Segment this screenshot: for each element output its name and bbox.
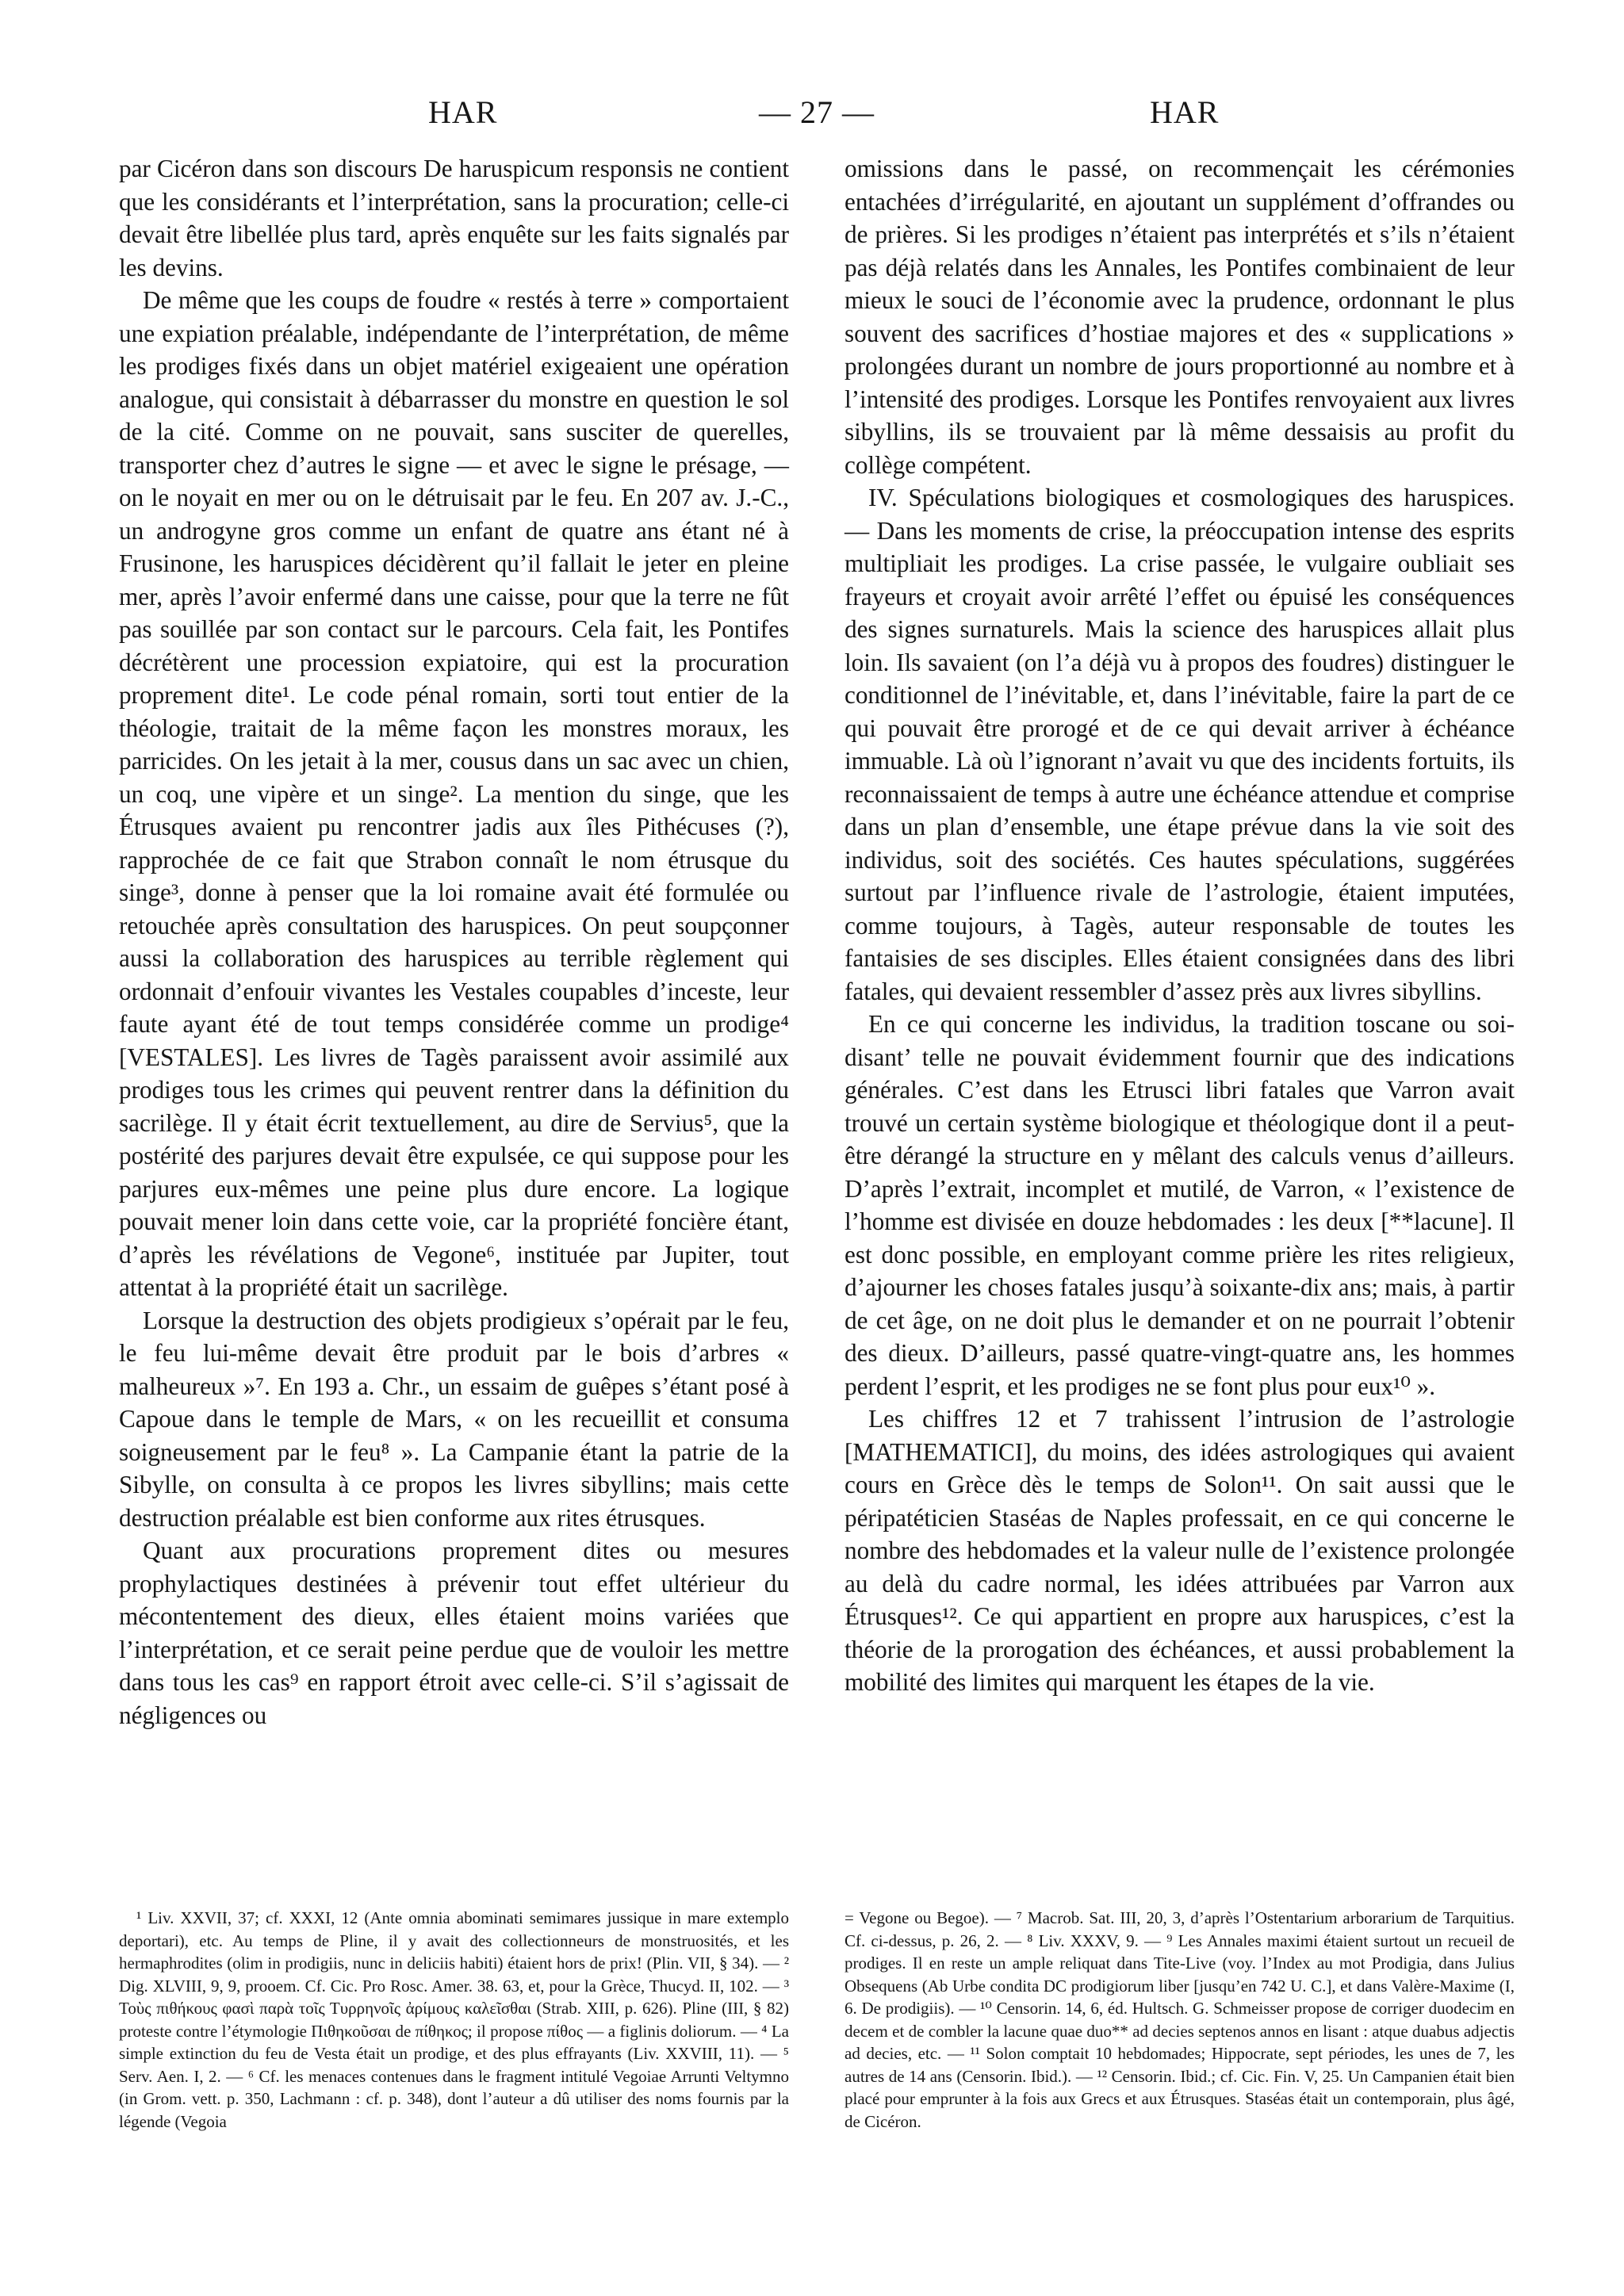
header-right-keyword: HAR [1150, 94, 1220, 130]
page-number: — 27 — [759, 94, 875, 130]
footnote: ¹ Liv. XXVII, 37; cf. XXXI, 12 (Ante omnia abominati semimares jussique in mare extemplo deportari), etc. Au temps de Pline, il y avait des collectionneurs de monstruosités, et les hermaphrodites (olim in prodigiis, nunc in deliciis habiti) étaient hors de prix! (Plin. VII, § 34). — ² Dig. XLVIII, 9, 9, prooem. Cf. Cic. Pro Rosc. Amer. 38. 63, et, pour la Grèce, Thucyd. II, 102. — ³ Τοὺς πιθήκους φασὶ παρὰ τοῖς Τυρρηνοῖς ἀρίμους καλεῖσθαι (Strab. XIII, p. 626). Pline (III, § 82) proteste contre l’étymologie Πιθηκοῦσαι de πίθηκος; il propose πίθος — a figlinis doliorum. — ⁴ La simple extinction du feu de Vesta était un prodige, et des plus effrayants (Liv. XXVIII, 11). — ⁵ Serv. Aen. I, 2. — ⁶ Cf. les menaces contenues dans le fragment intitulé Vegoiae Arrunti Veltymno (in Grom. vett. p. 350, Lachmann : cf. p. 348), dont l’auteur a dû utiliser des noms fournis par la légende (Vegoia [119, 1908, 789, 2131]
left-column [119, 152, 789, 1732]
paragraph: En ce qui concerne les individus, la tradition toscane ou soi-disant’ telle ne pouvait évidemment fournir que des indications générales. C’est dans les Etrusci libri fatales que Varron avait trouvé un certain système biologique et théologique dont il a peut-être dérangé la structure en y mêlant des calculs venus d’ailleurs. D’après l’extrait, incomplet et mutilé, de Varron, « l’existence de l’homme est divisée en douze hebdomades : les deux [**lacune]. Il est donc possible, en employant comme prière les rites religieux, d’ajourner les choses fatales jusqu’à soixante-dix ans; mais, à partir de cet âge, on ne doit plus le demander et on ne pourrait l’obtenir des dieux. D’ailleurs, passé quatre-vingt-quatre ans, les hommes perdent l’esprit, et les prodiges ne se font plus pour eux¹⁰ ». [845, 1010, 1515, 1400]
paragraph: Les chiffres 12 et 7 trahissent l’intrusion de l’astrologie [MATHEMATICI], du moins, des idées astrologiques qui avaient cours en Grèce dès le temps de Solon¹¹. On sait aussi que le péripatéticien Staséas de Naples professait, en ce qui concerne le nombre des hebdomades et la valeur nulle de l’existence prolongée au delà du cadre normal, les idées attribuées par Varron aux Étrusques¹². Ce qui appartient en propre aux haruspices, c’est la théorie de la prorogation des échéances, et aussi probablement la mobilité des limites qui marquent les étapes de la vie. [845, 1405, 1515, 1696]
paragraph: Quant aux procurations proprement dites ou mesures prophylactiques destinées à prévenir tout effet ultérieur du mécontentement des dieux, elles étaient moins variées que l’interprétation, et ce serait peine perdue que de vouloir les mettre dans tous les cas⁹ en rapport étroit avec celle-ci. S’il s’agissait de négligences ou [119, 1536, 789, 1729]
header-left-keyword: HAR [428, 94, 498, 130]
footnotes-right [845, 1907, 1515, 2133]
running-header [119, 94, 1515, 141]
paragraph: Lorsque la destruction des objets prodigieux s’opérait par le feu, le feu lui-même devait être produit par le bois d’arbres « malheureux »⁷. En 193 a. Chr., un essaim de guêpes s’étant posé à Capoue dans le temple de Mars, « on les recueillit et consuma soigneusement par le feu⁸ ». La Campanie étant la patrie de la Sibylle, on consulta à ce propos les livres sibyllins; mais cette destruction préalable est bien conforme aux rites étrusques. [119, 1306, 789, 1532]
footnote: = Vegone ou Begoe). — ⁷ Macrob. Sat. III, 20, 3, d’après l’Ostentarium arborarium de Tarquitius. Cf. ci-dessus, p. 26, 2. — ⁸ Liv. XXXV, 9. — ⁹ Les Annales maximi étaient surtout un recueil de prodiges. Il en reste un ample reliquat dans Tite-Live (voy. l’Index au mot Prodigia, dans Julius Obsequens (Ab Urbe condita DC prodigiorum liber [jusqu’en 742 U. C.], et dans Valère-Maxime (I, 6. De prodigiis). — ¹⁰ Censorin. 14, 6, éd. Hultsch. G. Schmeisser propose de corriger duodecim en decem et de combler la lacune quae duo** ad decies septenos annos en lisant : atque duabus adjectis ad decies, etc. — ¹¹ Solon comptait 10 hebdomades; Hippocrate, sept périodes, les unes de 7, les autres de 14 ans (Censorin. Ibid.). — ¹² Censorin. Ibid.; cf. Cic. Fin. V, 25. Un Campanien était bien placé pour emprunter à la fois aux Grecs et aux Étrusques. Staséas était un contemporain, plus âgé, de Cicéron. [845, 1908, 1515, 2131]
paragraph: De même que les coups de foudre « restés à terre » comportaient une expiation préalable, indépendante de l’interprétation, de même les prodiges fixés dans un objet matériel exigeaient une opération analogue, qui consistait à débarrasser du monstre en question le sol de la cité. Comme on ne pouvait, sans susciter de querelles, transporter chez d’autres le signe — et avec le signe le présage, — on le noyait en mer ou on le détruisait par le feu. En 207 av. J.-C., un androgyne gros comme un enfant de quatre ans étant né à Frusinone, les haruspices décidèrent qu’il fallait le jeter en pleine mer, après l’avoir enfermé dans une caisse, pour que la terre ne fût pas souillée par son contact sur le parcours. Cela fait, les Pontifes décrétèrent une procession expiatoire, qui est la procuration proprement dite¹. Le code pénal romain, sorti tout entier de la théologie, traitait de la même façon les monstres moraux, les parricides. On les jetait à la mer, cousus dans un sac avec un chien, un coq, une vipère et un singe². La mention du singe, que les Étrusques avaient pu rencontrer jadis aux îles Pithécuses (?), rapprochée de ce fait que Strabon connaît le nom étrusque du singe³, donne à penser que la loi romaine avait été formulée ou retouchée après consultation des haruspices. On peut soupçonner aussi la collaboration des haruspices au terrible règlement qui ordonnait d’enfouir vivantes les Vestales coupables d’inceste, leur faute ayant été de tout temps considérée comme un prodige⁴ [VESTALES]. Les livres de Tagès paraissent avoir assimilé aux prodiges tous les crimes qui peuvent rentrer dans la définition du sacrilège. Il y était écrit textuellement, au dire de Servius⁵, que la postérité des parjures devait être expulsée, ce qui suppose pour les parjures eux-mêmes une peine plus dure encore. La logique pouvait mener loin dans cette voie, car la propriété foncière étant, d’après les révélations de Vegone⁶, instituée par Jupiter, tout attentat à la propriété était un sacrilège. [119, 286, 789, 1301]
paragraph: IV. Spéculations biologiques et cosmologiques des haruspices. — Dans les moments de crise, la préoccupation intense des esprits multipliait les prodiges. La crise passée, le vulgaire oubliait ses frayeurs et croyait avoir arrêté l’effet ou épuisé les conséquences des signes surnaturels. Mais la science des haruspices allait plus loin. Ils savaient (on l’a déjà vu à propos des foudres) distinguer le conditionnel de l’inévitable, et, dans l’inévitable, faire la part de ce qui pouvait être prorogé et de ce qui devait arriver à échéance immuable. Là où l’ignorant n’avait vu que des incidents fortuits, ils reconnaissaient de temps à autre une échéance attendue et comprise dans un plan d’ensemble, une étape prévue dans la vie soit des individus, soit des sociétés. Ces hautes spéculations, suggérées surtout par l’influence rivale de l’astrologie, étaient imputées, comme toujours, à Tagès, auteur responsable de toutes les fantaisies de ses disciples. Elles étaient consignées dans des libri fatales, qui devaient ressembler d’assez près aux livres sibyllins. [845, 484, 1515, 1005]
footnotes-left [119, 1907, 789, 2133]
paragraph: par Cicéron dans son discours De haruspicum responsis ne contient que les considérants et l’interprétation, sans la procuration; celle-ci devait être libellée plus tard, après enquête sur les faits signalés par les devins. [119, 155, 789, 281]
right-column [845, 152, 1515, 1699]
paragraph: omissions dans le passé, on recommençait les cérémonies entachées d’irrégularité, en ajoutant un supplément d’offrandes ou de prières. Si les prodiges n’étaient pas interprétés et s’ils n’étaient pas déjà relatés dans les Annales, les Pontifes combinaient de leur mieux le souci de l’économie avec la prudence, ordonnant le plus souvent des sacrifices d’hostiae majores et des « supplications » prolongées durant un nombre de jours proportionné au nombre et à l’intensité des prodiges. Lorsque les Pontifes renvoyaient aux livres sibyllins, ils se trouvaient par là même dessaisis au profit du collège compétent. [845, 155, 1515, 479]
